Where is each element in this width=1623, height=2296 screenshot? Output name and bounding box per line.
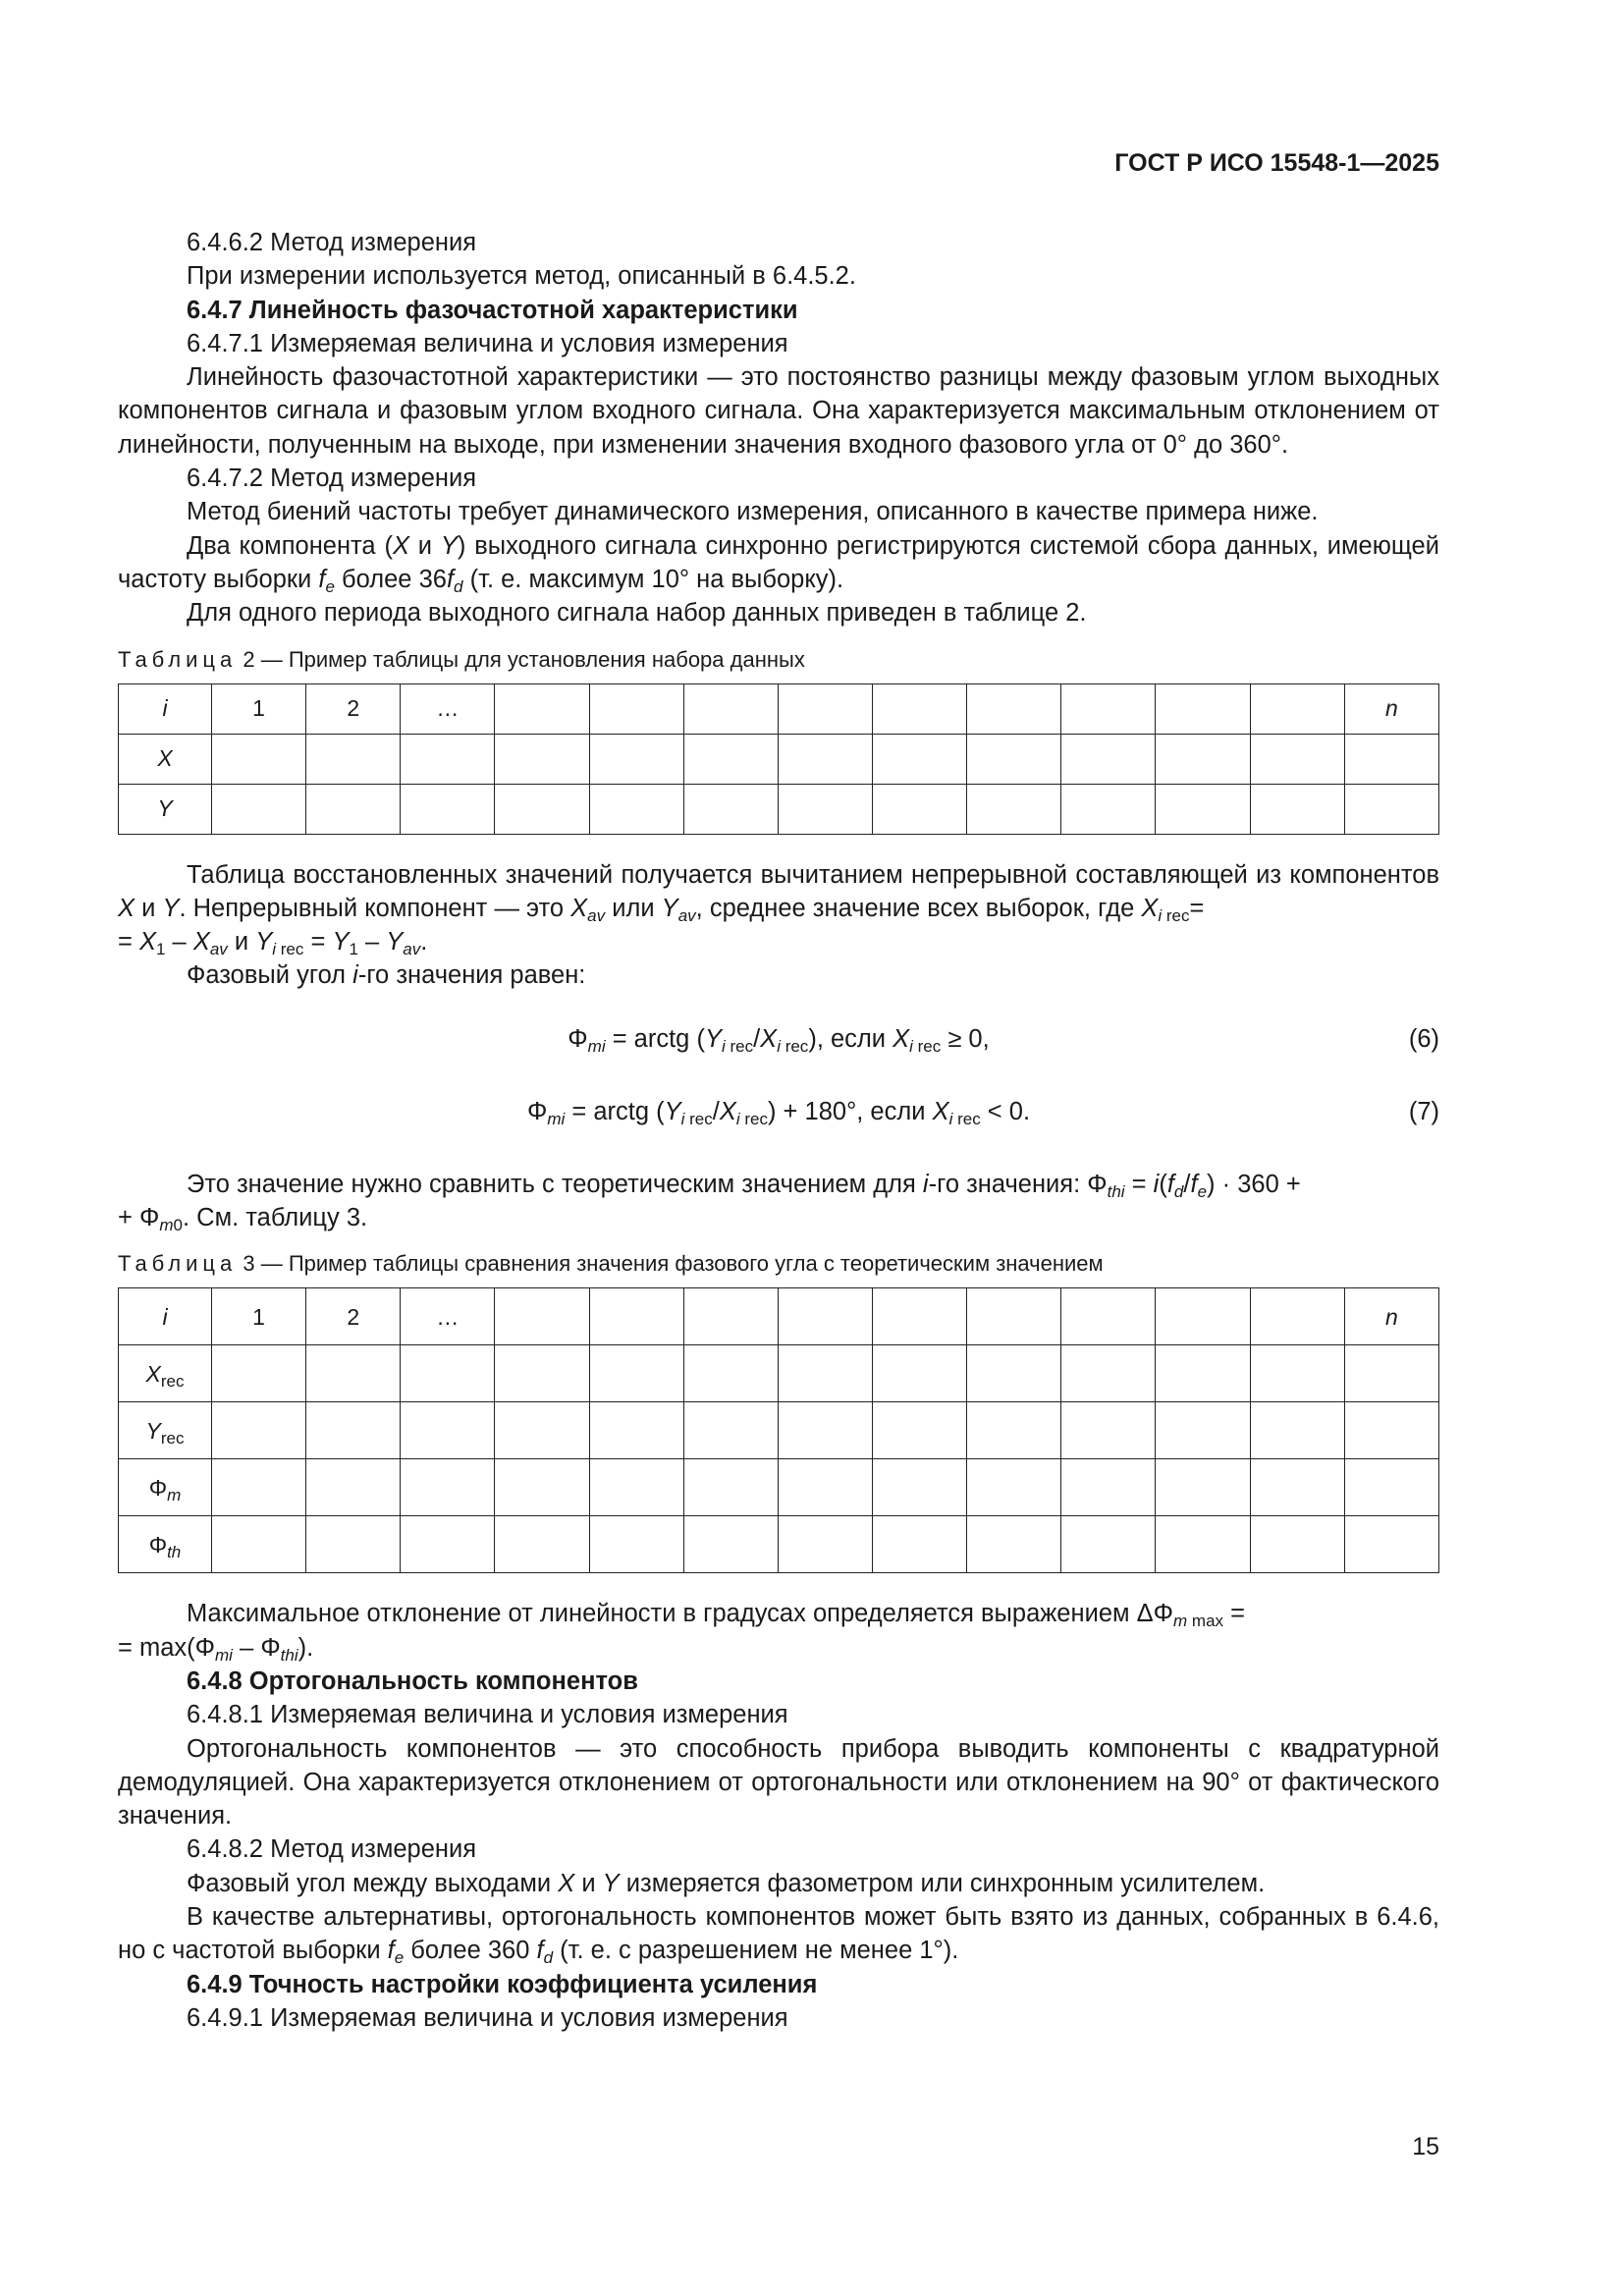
table-cell (1250, 1402, 1344, 1459)
table-cell (306, 1402, 401, 1459)
table-cell (778, 1516, 872, 1573)
table-cell (778, 1459, 872, 1516)
header-cell (495, 1288, 589, 1345)
paragraph: Для одного периода выходного сигнала набор данных приведен в таблице 2. (187, 599, 1087, 628)
phase-comparison-table (118, 1287, 1439, 1573)
table-cell (683, 1459, 778, 1516)
header-cell (872, 683, 966, 734)
table-cell (1061, 1345, 1156, 1402)
table-cell (967, 1516, 1061, 1573)
header-cell (1061, 683, 1156, 734)
table-cell (1250, 1516, 1344, 1573)
paragraph: Ортогональность компонентов — это способность прибора выводить компоненты с квадратурной демодуляцией. Она характеризуется отклонением от ортогональности или отклонением на 90° от фактического значения. (118, 1734, 1439, 1831)
header-cell: 2 (306, 683, 401, 734)
table-row (119, 734, 1439, 784)
table-cell (306, 734, 401, 784)
header-cell: i (119, 683, 212, 734)
table-cell (212, 1459, 306, 1516)
table-cell (967, 734, 1061, 784)
table-cell (1344, 1402, 1438, 1459)
table-row (119, 1459, 1439, 1516)
table-cell (1344, 1345, 1438, 1402)
header-cell: … (401, 1288, 495, 1345)
header-cell (778, 683, 872, 734)
row-label: $X_{rec}$ (119, 1345, 212, 1402)
row-label: X (119, 734, 212, 784)
table-cell (967, 1459, 1061, 1516)
paragraph: Фазовый угол между выходами X и Y измеряется фазометром или синхронным усилителем. (187, 1869, 1266, 1897)
header-cell (1250, 1288, 1344, 1345)
table-caption: Таблица 2 — Пример таблицы для установления набора данных (118, 646, 805, 672)
row-label: $\Phi_{th}$ (119, 1516, 212, 1573)
header-cell (778, 1288, 872, 1345)
paragraph: 6.4.7.2 Метод измерения (187, 465, 477, 493)
table-cell (306, 1516, 401, 1573)
data-set-table (118, 683, 1439, 835)
table-cell (589, 734, 683, 784)
table-caption: Таблица 3 — Пример таблицы сравнения значения фазового угла с теоретическим значением (118, 1251, 1104, 1277)
table-cell (589, 1459, 683, 1516)
paragraph: Максимальное отклонение от линейности в градусах определяется выражением $\Delta\Phi_{m max}$ = = $\max(\Phi_{mi} - \Phi_{thi})$. (118, 1600, 1246, 1665)
header-cell: 1 (212, 1288, 306, 1345)
table-cell (1250, 1345, 1344, 1402)
table-cell (1061, 1516, 1156, 1573)
table-cell (212, 1402, 306, 1459)
document-code: ГОСТ Р ИСО 15548-1—2025 (1114, 149, 1439, 177)
table-cell (401, 734, 495, 784)
table-cell (1061, 734, 1156, 784)
table-cell (683, 1402, 778, 1459)
table-row (119, 784, 1439, 834)
table-cell (401, 1459, 495, 1516)
table-cell (495, 1459, 589, 1516)
formula-7: $\Phi_{mi}$ = arctg $(Y_{i rec}/X_{i rec}) + 180^\circ$, если $X_{i rec} < 0$. (7) (118, 1095, 1439, 1138)
table-cell (401, 1402, 495, 1459)
table-cell (1344, 1459, 1438, 1516)
table-cell (212, 784, 306, 834)
paragraph: Линейность фазочастотной характеристики — это постоянство разницы между фазовым углом выходных компонентов сигнала и фазовым углом входного сигнала. Она характеризуется максимальным отклонением от линейности, полученным на выходе, при изменении значения входного фазового угла от 0° до 360°. (118, 363, 1439, 459)
header-cell: n (1344, 683, 1438, 734)
table-cell (589, 784, 683, 834)
table-cell (1344, 1516, 1438, 1573)
table-cell (401, 784, 495, 834)
table-cell (1344, 734, 1438, 784)
table-cell (872, 784, 966, 834)
header-cell (1156, 1288, 1250, 1345)
paragraph: При измерении используется метод, описанный в 6.4.5.2. (187, 262, 856, 291)
header-cell: i (119, 1288, 212, 1345)
table-cell (212, 1516, 306, 1573)
table-row (119, 1345, 1439, 1402)
table-cell (306, 784, 401, 834)
paragraph: Это значение нужно сравнить с теоретическим значением для i-го значения: $\Phi_{thi} = i(f_d/f_e) \cdot 360$ + + $\Phi_{m0}$. См. таблицу 3. (118, 1170, 1301, 1235)
formula-number: (7) (1408, 1097, 1439, 1125)
paragraph: 6.4.8.1 Измеряемая величина и условия измерения (187, 1701, 788, 1729)
table-cell (401, 1516, 495, 1573)
table-cell (1250, 734, 1344, 784)
table-cell (1250, 784, 1344, 834)
paragraph: Два компонента (X и Y) выходного сигнала синхронно регистрируются системой сбора данных, имеющей частоту выборки $f_e$ более $36f_d$ (т. е. максимум 10° на выборку). (118, 531, 1439, 596)
page-content (118, 226, 1439, 2035)
table-cell (1061, 784, 1156, 834)
page-number: 15 (1412, 2133, 1439, 2160)
header-cell (1250, 683, 1344, 734)
row-label: $Y_{rec}$ (119, 1402, 212, 1459)
table-cell (495, 734, 589, 784)
header-cell (1156, 683, 1250, 734)
paragraph: Фазовый угол i-го значения равен: (187, 961, 586, 990)
header-cell (967, 683, 1061, 734)
table-cell (683, 784, 778, 834)
table-cell (495, 1345, 589, 1402)
section-heading: 6.4.9 Точность настройки коэффициента усиления (187, 1970, 818, 1998)
header-cell (872, 1288, 966, 1345)
table-cell (1156, 784, 1250, 834)
section-heading: 6.4.7 Линейность фазочастотной характеристики (187, 296, 798, 324)
header-cell (589, 1288, 683, 1345)
table-cell (872, 1516, 966, 1573)
table-cell (1156, 1459, 1250, 1516)
table-cell (495, 1516, 589, 1573)
paragraph: 6.4.9.1 Измеряемая величина и условия измерения (187, 2003, 788, 2032)
header-cell (589, 683, 683, 734)
table-cell (1061, 1459, 1156, 1516)
table-cell (778, 1345, 872, 1402)
table-cell (683, 1516, 778, 1573)
paragraph: Таблица восстановленных значений получается вычитанием непрерывной составляющей из компонентов X и Y. Непрерывный компонент — это $X_{av}$ или $Y_{av}$, среднее значение всех выборок, где $X_{i rec}=$ = $X_1 - X_{av}$ и $Y_{i rec} = Y_1 - Y_{av}$. (118, 860, 1439, 959)
table-row (119, 683, 1439, 734)
table-cell (872, 1345, 966, 1402)
formula-6: $\Phi_{mi}$ = arctg $(Y_{i rec}/X_{i rec})$, если $X_{i rec} \ge 0$, (6) (118, 1022, 1439, 1066)
header-cell: n (1344, 1288, 1438, 1345)
table-cell (589, 1516, 683, 1573)
table-cell (967, 1345, 1061, 1402)
row-label: $\Phi_m$ (119, 1459, 212, 1516)
paragraph: Метод биений частоты требует динамического измерения, описанного в качестве примера ниже. (187, 498, 1319, 526)
section-heading: 6.4.8 Ортогональность компонентов (187, 1667, 638, 1695)
table-cell (1344, 784, 1438, 834)
paragraph: В качестве альтернативы, ортогональность компонентов может быть взято из данных, собранных в 6.4.6, но с частотой выборки $f_e$ более 360 $f_d$ (т. е. с разрешением не менее 1°). (118, 1903, 1439, 1968)
table-cell (589, 1345, 683, 1402)
table-cell (495, 1402, 589, 1459)
table-row (119, 1516, 1439, 1573)
table-cell (1061, 1402, 1156, 1459)
table-cell (212, 734, 306, 784)
table-cell (1156, 1516, 1250, 1573)
table-cell (1156, 734, 1250, 784)
table-cell (683, 734, 778, 784)
table-cell (212, 1345, 306, 1402)
paragraph: 6.4.6.2 Метод измерения (187, 229, 477, 256)
table-cell (778, 734, 872, 784)
header-cell: 2 (306, 1288, 401, 1345)
table-cell (778, 1402, 872, 1459)
header-cell (683, 683, 778, 734)
table-cell (872, 734, 966, 784)
table-cell (1156, 1402, 1250, 1459)
formula-number: (6) (1408, 1024, 1439, 1053)
table-cell (967, 784, 1061, 834)
table-cell (872, 1402, 966, 1459)
table-cell (1156, 1345, 1250, 1402)
table-cell (872, 1459, 966, 1516)
header-cell: 1 (212, 683, 306, 734)
header-cell (495, 683, 589, 734)
table-cell (495, 784, 589, 834)
row-label: Y (119, 784, 212, 834)
header-cell: … (401, 683, 495, 734)
table-cell (1250, 1459, 1344, 1516)
table-cell (401, 1345, 495, 1402)
header-cell (1061, 1288, 1156, 1345)
table-row (119, 1288, 1439, 1345)
table-row (119, 1402, 1439, 1459)
table-cell (589, 1402, 683, 1459)
table-cell (778, 784, 872, 834)
paragraph: 6.4.8.2 Метод измерения (187, 1835, 477, 1864)
table-cell (683, 1345, 778, 1402)
paragraph: 6.4.7.1 Измеряемая величина и условия измерения (187, 329, 788, 357)
table-cell (306, 1459, 401, 1516)
header-cell (683, 1288, 778, 1345)
table-cell (306, 1345, 401, 1402)
header-cell (967, 1288, 1061, 1345)
table-cell (967, 1402, 1061, 1459)
